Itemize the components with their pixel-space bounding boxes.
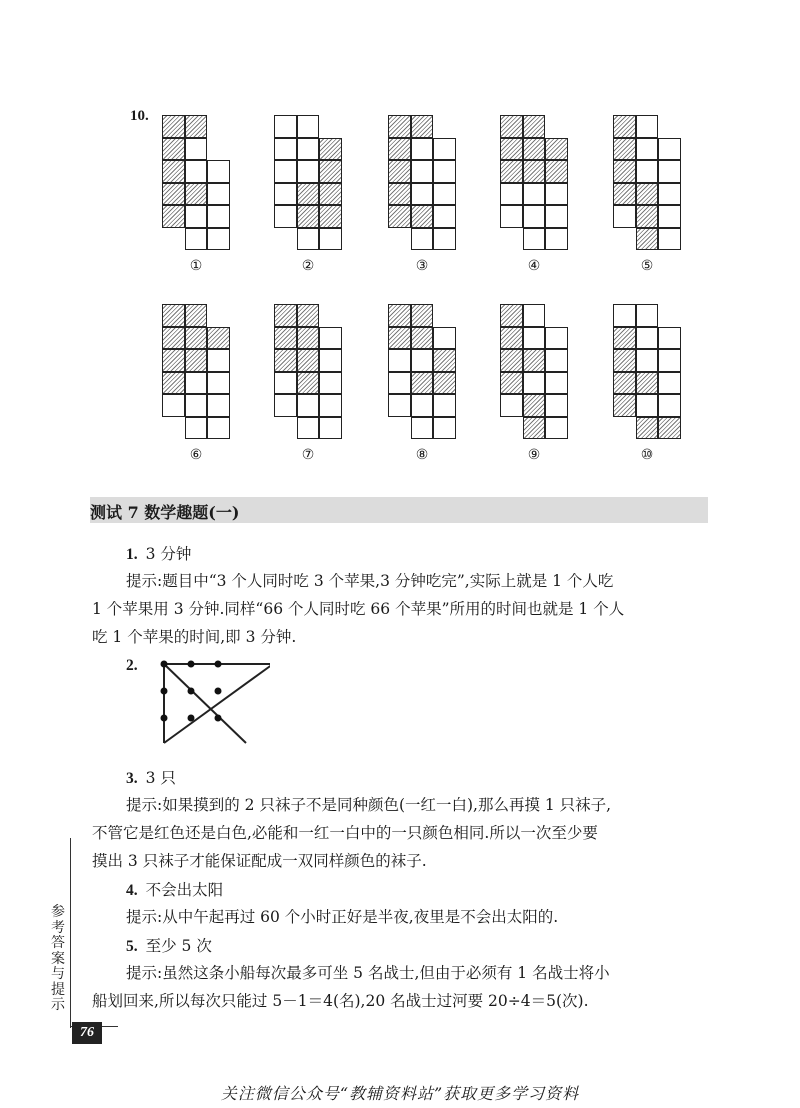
shaded-cell	[162, 349, 185, 372]
grid-cell	[274, 183, 297, 206]
shaded-cell	[636, 228, 659, 251]
page-number: 76	[72, 1022, 102, 1044]
grid-cell	[613, 205, 636, 228]
grid-cell	[411, 394, 434, 417]
grid-cell	[500, 183, 523, 206]
shaded-cell	[500, 327, 523, 350]
shaded-cell	[297, 349, 320, 372]
grid-cell	[274, 115, 297, 138]
section-header	[90, 497, 708, 523]
shaded-cell	[388, 160, 411, 183]
answer-5	[126, 934, 212, 956]
answer-3	[126, 766, 176, 788]
figure-10-label: ⑩	[640, 447, 654, 463]
figure-3-label: ③	[415, 258, 429, 274]
shaded-cell	[636, 417, 659, 440]
answer-2	[126, 656, 146, 675]
grid-cell	[433, 228, 456, 251]
grid-cell	[411, 417, 434, 440]
grid-cell	[636, 349, 659, 372]
answer-4	[126, 878, 223, 900]
figure-2-label: ②	[301, 258, 315, 274]
grid-cell	[319, 327, 342, 350]
answer-3-number: 3.	[126, 770, 138, 787]
grid-cell	[523, 327, 546, 350]
grid-cell	[433, 417, 456, 440]
dot	[215, 715, 222, 722]
answer-5-hint-line-2: 船划回来,所以每次只能过 5－1＝4(名),20 名战士过河要 20÷4＝5(次).	[92, 992, 589, 1010]
dot	[188, 715, 195, 722]
grid-cell	[636, 327, 659, 350]
grid-cell	[319, 417, 342, 440]
diagram-line-diagonal-up	[164, 664, 270, 743]
shaded-cell	[613, 394, 636, 417]
grid-cell	[185, 228, 208, 251]
grid-cell	[658, 138, 681, 161]
shaded-cell	[319, 205, 342, 228]
figure-5-label: ⑤	[640, 258, 654, 274]
shaded-cell	[162, 183, 185, 206]
grid-cell	[636, 138, 659, 161]
dot	[215, 661, 222, 668]
grid-cell	[274, 205, 297, 228]
grid-cell	[274, 394, 297, 417]
grid-cell	[433, 138, 456, 161]
shaded-cell	[636, 205, 659, 228]
shaded-cell	[162, 160, 185, 183]
shaded-cell	[523, 349, 546, 372]
grid-cell	[545, 394, 568, 417]
shaded-cell	[613, 115, 636, 138]
dot	[161, 715, 168, 722]
grid-cell	[297, 160, 320, 183]
shaded-cell	[297, 183, 320, 206]
shaded-cell	[297, 304, 320, 327]
shaded-cell	[545, 138, 568, 161]
shaded-cell	[185, 183, 208, 206]
grid-cell	[545, 228, 568, 251]
shaded-cell	[613, 160, 636, 183]
grid-cell	[658, 228, 681, 251]
grid-cell	[636, 394, 659, 417]
grid-cell	[411, 138, 434, 161]
shaded-cell	[388, 327, 411, 350]
shaded-cell	[636, 183, 659, 206]
grid-cell	[274, 138, 297, 161]
shaded-cell	[613, 138, 636, 161]
grid-cell	[523, 228, 546, 251]
grid-cell	[613, 304, 636, 327]
grid-cell	[297, 394, 320, 417]
grid-cell	[388, 349, 411, 372]
grid-cell	[319, 372, 342, 395]
shaded-cell	[162, 205, 185, 228]
shaded-cell	[162, 115, 185, 138]
answer-4-hint-line-1: 提示:从中午起再过 60 个小时正好是半夜,夜里是不会出太阳的.	[126, 908, 559, 926]
shaded-cell	[411, 115, 434, 138]
grid-cell	[185, 417, 208, 440]
shaded-cell	[523, 417, 546, 440]
shaded-cell	[162, 138, 185, 161]
diagram-lines	[164, 664, 270, 743]
footer-note: 关注微信公众号“教辅资料站”获取更多学习资料	[220, 1084, 580, 1103]
shaded-cell	[523, 138, 546, 161]
grid-cell	[658, 372, 681, 395]
grid-cell	[636, 115, 659, 138]
shaded-cell	[388, 183, 411, 206]
grid-cell	[500, 394, 523, 417]
shaded-cell	[388, 205, 411, 228]
grid-cell	[545, 349, 568, 372]
grid-cell	[411, 349, 434, 372]
shaded-cell	[388, 138, 411, 161]
shaded-cell	[500, 304, 523, 327]
grid-cell	[433, 183, 456, 206]
shaded-cell	[411, 304, 434, 327]
grid-cell	[185, 205, 208, 228]
grid-cell	[207, 372, 230, 395]
dot	[215, 688, 222, 695]
grid-cell	[545, 372, 568, 395]
grid-cell	[658, 205, 681, 228]
diagram-line-diagonal-down	[164, 664, 246, 743]
grid-cell	[658, 349, 681, 372]
grid-cell	[433, 205, 456, 228]
grid-cell	[319, 394, 342, 417]
grid-cell	[411, 160, 434, 183]
shaded-cell	[523, 394, 546, 417]
grid-cell	[207, 417, 230, 440]
grid-cell	[319, 228, 342, 251]
grid-cell	[636, 160, 659, 183]
grid-cell	[388, 394, 411, 417]
shaded-cell	[274, 304, 297, 327]
grid-cell	[545, 205, 568, 228]
shaded-cell	[636, 372, 659, 395]
shaded-cell	[162, 372, 185, 395]
shaded-cell	[411, 327, 434, 350]
figure-8-label: ⑧	[415, 447, 429, 463]
grid-cell	[274, 160, 297, 183]
grid-cell	[185, 394, 208, 417]
grid-cell	[545, 327, 568, 350]
shaded-cell	[185, 304, 208, 327]
shaded-cell	[297, 372, 320, 395]
grid-cell	[433, 394, 456, 417]
answer-1	[126, 542, 191, 564]
answer-3-hint-line-1: 提示:如果摸到的 2 只袜子不是同种颜色(一红一白),那么再摸 1 只袜子,	[126, 796, 612, 814]
grid-cell	[658, 160, 681, 183]
grid-cell	[545, 183, 568, 206]
shaded-cell	[411, 205, 434, 228]
answer-1-hint-line-2: 1 个苹果用 3 分钟.同样“66 个人同时吃 66 个苹果”所用的时间也就是 1 个人	[92, 600, 625, 618]
answer-5-text: 至少 5 次	[145, 937, 212, 955]
grid-cell	[523, 372, 546, 395]
grid-cell	[319, 349, 342, 372]
question-10-number: 10.	[130, 108, 149, 124]
shaded-cell	[185, 327, 208, 350]
grid-cell	[185, 372, 208, 395]
grid-cell	[545, 417, 568, 440]
shaded-cell	[162, 304, 185, 327]
grid-cell	[636, 304, 659, 327]
answer-4-text: 不会出太阳	[145, 881, 224, 899]
grid-cell	[297, 138, 320, 161]
side-tab-label: 参考答案与提示	[51, 904, 65, 1013]
answer-4-number: 4.	[126, 882, 138, 899]
grid-cell	[162, 394, 185, 417]
figure-4-label: ④	[527, 258, 541, 274]
grid-cell	[297, 115, 320, 138]
shaded-cell	[274, 327, 297, 350]
grid-cell	[658, 327, 681, 350]
answer-1-hint-line-1: 提示:题目中“3 个人同时吃 3 个苹果,3 分钟吃完”,实际上就是 1 个人吃	[126, 572, 614, 590]
shaded-cell	[319, 183, 342, 206]
shaded-cell	[613, 327, 636, 350]
grid-cell	[207, 183, 230, 206]
grid-cell	[207, 160, 230, 183]
shaded-cell	[433, 349, 456, 372]
grid-cell	[185, 160, 208, 183]
answer-3-hint-line-3: 摸出 3 只袜子才能保证配成一双同样颜色的袜子.	[92, 852, 427, 870]
shaded-cell	[545, 160, 568, 183]
grid-cell	[207, 349, 230, 372]
answer-1-hint-line-3: 吃 1 个苹果的时间,即 3 分钟.	[92, 628, 297, 646]
dot	[188, 661, 195, 668]
dot	[188, 688, 195, 695]
grid-cell	[411, 183, 434, 206]
section-title: 测试 7 数学趣题(一)	[90, 503, 240, 522]
shaded-cell	[500, 160, 523, 183]
side-vertical-rule	[70, 838, 71, 1028]
grid-cell	[297, 228, 320, 251]
dot	[161, 661, 168, 668]
shaded-cell	[658, 417, 681, 440]
answer-3-hint-line-2: 不管它是红色还是白色,必能和一红一白中的一只颜色相同.所以一次至少要	[92, 824, 598, 842]
answer-5-hint-line-1: 提示:虽然这条小船每次最多可坐 5 名战士,但由于必须有 1 名战士将小	[126, 964, 610, 982]
grid-cell	[274, 372, 297, 395]
shaded-cell	[274, 349, 297, 372]
shaded-cell	[613, 183, 636, 206]
grid-cell	[523, 205, 546, 228]
shaded-cell	[319, 138, 342, 161]
answer-5-number: 5.	[126, 938, 138, 955]
grid-cell	[185, 138, 208, 161]
shaded-cell	[207, 327, 230, 350]
grid-cell	[433, 160, 456, 183]
shaded-cell	[500, 115, 523, 138]
figure-7-label: ⑦	[301, 447, 315, 463]
shaded-cell	[297, 327, 320, 350]
shaded-cell	[162, 327, 185, 350]
shaded-cell	[297, 205, 320, 228]
shaded-cell	[613, 372, 636, 395]
grid-cell	[207, 205, 230, 228]
grid-cell	[411, 228, 434, 251]
shaded-cell	[500, 349, 523, 372]
shaded-cell	[185, 349, 208, 372]
grid-cell	[523, 183, 546, 206]
shaded-cell	[185, 115, 208, 138]
grid-cell	[658, 183, 681, 206]
figure-6-label: ⑥	[189, 447, 203, 463]
shaded-cell	[433, 372, 456, 395]
grid-cell	[297, 417, 320, 440]
shaded-cell	[388, 304, 411, 327]
grid-cell	[207, 394, 230, 417]
shaded-cell	[411, 372, 434, 395]
grid-cell	[500, 205, 523, 228]
shaded-cell	[319, 160, 342, 183]
grid-cell	[388, 372, 411, 395]
shaded-cell	[388, 115, 411, 138]
grid-cell	[523, 304, 546, 327]
dot	[161, 688, 168, 695]
nine-dots-diagram	[150, 652, 270, 752]
shaded-cell	[613, 349, 636, 372]
figure-9-label: ⑨	[527, 447, 541, 463]
grid-cell	[658, 394, 681, 417]
shaded-cell	[523, 160, 546, 183]
shaded-cell	[523, 115, 546, 138]
shaded-cell	[500, 372, 523, 395]
answer-1-text: 3 分钟	[145, 545, 192, 563]
answer-1-number: 1.	[126, 546, 138, 563]
answer-2-number: 2.	[126, 657, 138, 674]
grid-cell	[433, 327, 456, 350]
answer-3-text: 3 只	[145, 769, 176, 787]
grid-cell	[207, 228, 230, 251]
figure-1-label: ①	[189, 258, 203, 274]
shaded-cell	[500, 138, 523, 161]
